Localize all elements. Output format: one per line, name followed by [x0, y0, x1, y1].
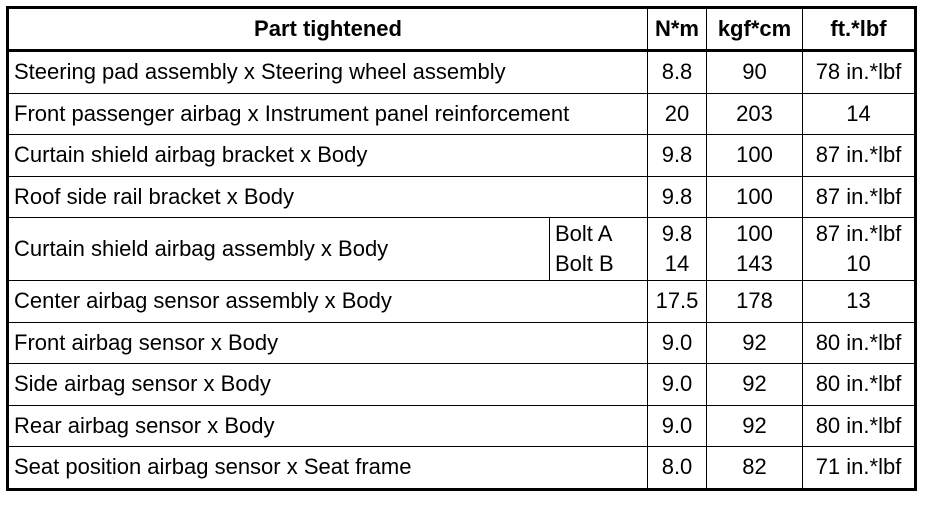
- part-cell: Curtain shield airbag bracket x Body: [8, 135, 648, 177]
- nm-cell: 17.5: [648, 281, 707, 323]
- kgf-cell: 100: [707, 176, 803, 218]
- nm-cell: 9.8: [648, 176, 707, 218]
- part-cell: Center airbag sensor assembly x Body: [8, 281, 648, 323]
- ftlbf-cell: 71 in.*lbf: [803, 447, 916, 490]
- nm-cell: 9.0: [648, 364, 707, 406]
- bolt-b-ftlbf: 10: [846, 251, 871, 276]
- table-row: [8, 281, 916, 323]
- part-cell: Steering pad assembly x Steering wheel assembly: [8, 51, 648, 94]
- nm-cell: 9.0: [648, 405, 707, 447]
- header-part-tightened: Part tightened: [8, 8, 648, 51]
- bolt-a-label: Bolt A: [555, 221, 613, 246]
- kgf-cell: 92: [707, 322, 803, 364]
- bolt-a-kgf: 100: [736, 221, 773, 246]
- part-cell: Seat position airbag sensor x Seat frame: [8, 447, 648, 490]
- header-nm: N*m: [648, 8, 707, 51]
- table-row: [8, 364, 916, 406]
- nm-cell: 9.8: [648, 135, 707, 177]
- nm-cell: 20: [648, 93, 707, 135]
- part-cell: Front passenger airbag x Instrument panel reinforcement: [8, 93, 648, 135]
- bolt-b-nm: 14: [664, 251, 690, 276]
- nm-cell: 8.0: [648, 447, 707, 490]
- kgf-cell: 90: [707, 51, 803, 94]
- ftlbf-cell: 80 in.*lbf: [803, 322, 916, 364]
- bolt-a-ftlbf: 87 in.*lbf: [815, 221, 902, 246]
- kgf-cell: 178: [707, 281, 803, 323]
- kgf-cell: 92: [707, 405, 803, 447]
- kgf-cell: 203: [707, 93, 803, 135]
- table-row: [8, 93, 916, 135]
- part-cell: Roof side rail bracket x Body: [8, 176, 648, 218]
- table-row: [8, 51, 916, 94]
- header-kgf-cm: kgf*cm: [707, 8, 803, 51]
- table-row: [8, 322, 916, 364]
- table-row: [8, 176, 916, 218]
- nm-cell: 9.0: [648, 322, 707, 364]
- bolt-b-label: Bolt B: [555, 251, 614, 276]
- ftlbf-cell: 80 in.*lbf: [803, 364, 916, 406]
- kgf-cell: 100: [707, 135, 803, 177]
- part-cell: Rear airbag sensor x Body: [8, 405, 648, 447]
- ftlbf-cell: 87 in.*lbf: [803, 135, 916, 177]
- table-row: [8, 447, 916, 490]
- part-cell: Front airbag sensor x Body: [8, 322, 648, 364]
- header-ft-lbf: ft.*lbf: [803, 8, 916, 51]
- ftlbf-cell: 78 in.*lbf: [803, 51, 916, 94]
- nm-cell: 8.8: [648, 51, 707, 94]
- bolt-b-kgf: 143: [736, 251, 773, 276]
- ftlbf-cell: 87 in.*lbf: [803, 176, 916, 218]
- kgf-cell: [707, 218, 803, 281]
- ftlbf-cell: [803, 218, 916, 281]
- part-cell: Side airbag sensor x Body: [8, 364, 648, 406]
- ftlbf-cell: 80 in.*lbf: [803, 405, 916, 447]
- kgf-cell: 82: [707, 447, 803, 490]
- bolt-cell: [550, 218, 648, 281]
- part-cell: Curtain shield airbag assembly x Body: [8, 218, 550, 281]
- table-row: [8, 135, 916, 177]
- nm-cell: [648, 218, 707, 281]
- header-row: [8, 8, 916, 51]
- table-row-bolts: [8, 218, 916, 281]
- torque-spec-table: [6, 6, 917, 491]
- table-row: [8, 405, 916, 447]
- bolt-a-nm: 9.8: [661, 221, 693, 246]
- ftlbf-cell: 13: [803, 281, 916, 323]
- ftlbf-cell: 14: [803, 93, 916, 135]
- kgf-cell: 92: [707, 364, 803, 406]
